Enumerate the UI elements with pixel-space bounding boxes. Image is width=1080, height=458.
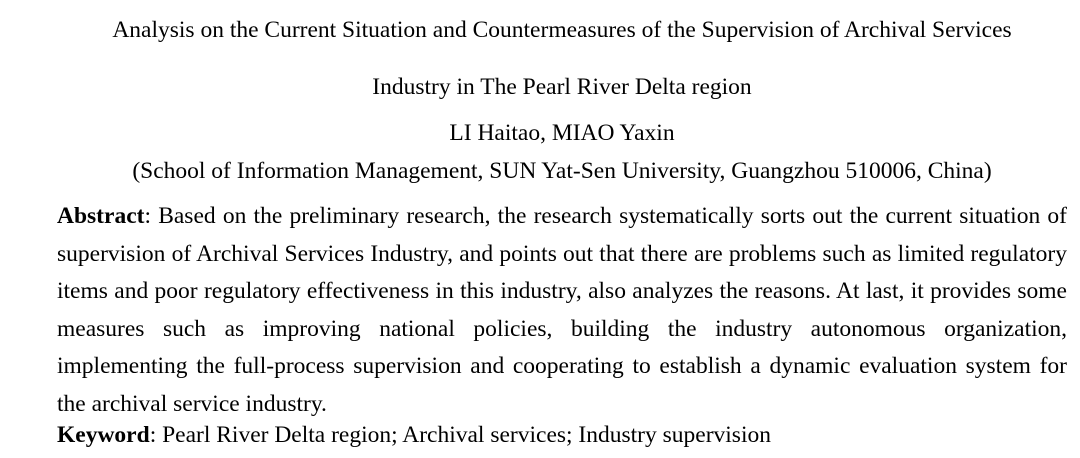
- abstract-text: : Based on the preliminary research, the research systematically sorts out the current situation of supervision of Archival Services Industry, and points out that there are problems such as limited regulatory items and poor regulatory effectiveness in this industry, also analyzes the reasons. At last, it provides some measures such as improving national policies, building the industry autonomous organization, implementing the full-process supervision and cooperating to establish a dynamic evaluation system for the archival service industry.: [57, 203, 1067, 417]
- abstract-paragraph: [57, 198, 1067, 424]
- paper-title-line-2: Industry in The Pearl River Delta region: [372, 74, 752, 100]
- abstract-label: Abstract: [57, 203, 145, 229]
- paper-authors: LI Haitao, MIAO Yaxin: [449, 120, 675, 146]
- paper-title-line-1: Analysis on the Current Situation and Countermeasures of the Supervision of Archival Services: [112, 17, 1012, 43]
- keyword-label: Keyword: [57, 422, 150, 448]
- paper-affiliation: (School of Information Management, SUN Yat-Sen University, Guangzhou 510006, China): [132, 158, 992, 184]
- keyword-paragraph: [57, 421, 1067, 449]
- keyword-text: : Pearl River Delta region; Archival services; Industry supervision: [149, 422, 771, 448]
